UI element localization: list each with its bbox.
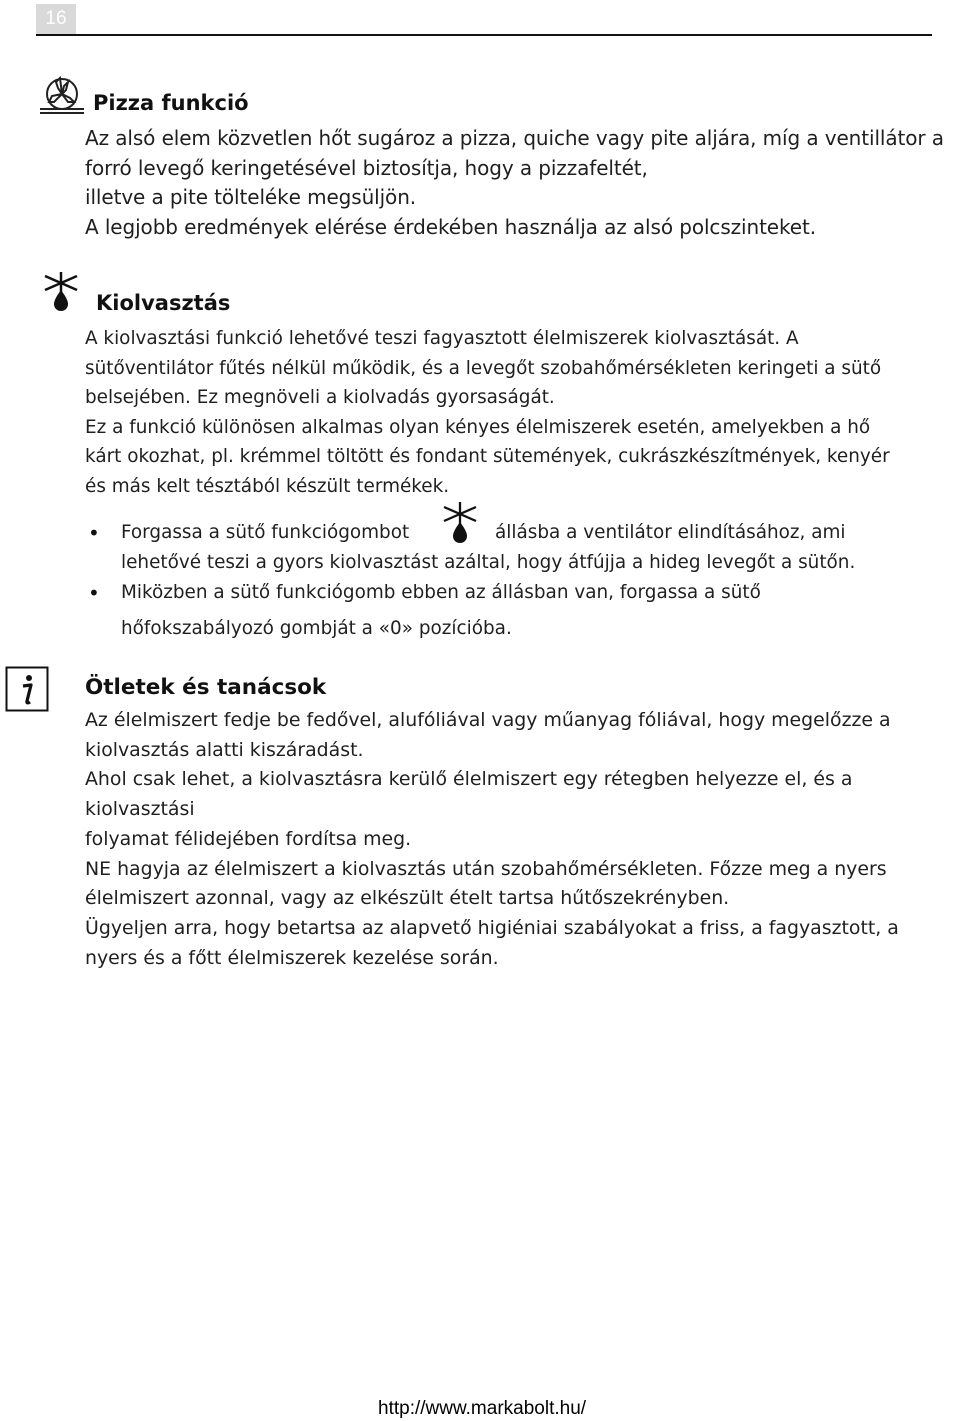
tips-line: kiolvasztás alatti kiszáradást. <box>85 738 364 761</box>
pizza-line: Az alsó elem közvetlen hőt sugároz a pizza, quiche vagy pite aljára, míg a ventillátor a <box>85 126 944 150</box>
defrost-title: Kiolvasztás <box>96 291 231 315</box>
info-icon <box>5 666 49 712</box>
defrost-line: Ez a funkció különösen alkalmas olyan kényes élelmiszerek esetén, amelyekben a hő <box>85 416 871 438</box>
defrost-line: sütőventilátor fűtés nélkül működik, és a levegőt szobahőmérsékleten keringeti a sütő <box>85 357 882 379</box>
page-number: 16 <box>36 4 76 34</box>
tips-line: élelmiszert azonnal, vagy az elkészült ételt tartsa hűtőszekrényben. <box>85 887 730 910</box>
tips-text <box>85 706 945 973</box>
bullet1-text-a: Forgassa a sütő funkciógombot <box>121 522 410 543</box>
tips-line: nyers és a főtt élelmiszerek kezelése során. <box>85 946 499 969</box>
footer-url[interactable]: http://www.markabolt.hu/ <box>378 1398 587 1419</box>
defrost-line: és más kelt tésztából készült termékek. <box>85 475 450 497</box>
pizza-line: A legjobb eredmények elérése érdekében használja az alsó polcszinteket. <box>85 214 816 239</box>
tips-line: Az élelmiszert fedje be fedővel, alufóliával vagy műanyag fóliával, hogy megelőzze a <box>85 709 891 731</box>
defrost-icon <box>441 500 479 544</box>
defrost-line: A kiolvasztási funkció lehetővé teszi fagyasztott élelmiszerek kiolvasztását. A <box>85 328 799 349</box>
bullet2-text-a: Miközben a sütő funkciógomb ebben az állásban van, forgassa a sütő <box>121 582 761 603</box>
bullet-marker: • <box>88 581 100 605</box>
pizza-fan-icon <box>36 72 88 116</box>
pizza-line: illetve a pite töltelékе megsüljön. <box>85 185 417 209</box>
pizza-text <box>85 124 945 242</box>
tips-line: Ahol csak lehet, a kiolvasztásra kerülő élelmiszert egy rétegben helyezze el, és a kiolvasztási <box>85 768 853 821</box>
tips-line: folyamat félidejében fordítsa meg. <box>85 827 412 850</box>
defrost-icon <box>41 270 81 312</box>
header-rule <box>36 34 932 36</box>
defrost-text <box>85 324 945 502</box>
pizza-title: Pizza funkció <box>93 91 249 115</box>
pizza-line: forró levegő keringetésével biztosítja, hogy a pizzafeltét, <box>85 155 648 180</box>
defrost-line: belsejében. Ez megnöveli a kiolvadás gyorsaságát. <box>85 387 555 409</box>
tips-line: Ügyeljen arra, hogy betartsa az alapvető higiéniai szabályokat a friss, a fagyasztott, a <box>85 916 899 939</box>
tips-title: Ötletek és tanácsok <box>85 675 327 700</box>
bullet1-text-c: lehetővé teszi a gyors kiolvasztást azáltal, hogy átfújja a hideg levegőt a sütőn. <box>121 552 856 573</box>
defrost-line: kárt okozhat, pl. krémmel töltött és fondant sütemények, cukrászkészítmények, kenyér <box>85 446 890 468</box>
tips-line: NE hagyja az élelmiszert a kiolvasztás után szobahőmérsékleten. Főzze meg a nyers <box>85 857 887 880</box>
bullet1-text-b: állásba a ventilátor elindításához, ami <box>495 522 846 543</box>
bullet2-text-b: hőfokszabályozó gombját a «0» pozícióba. <box>121 618 512 639</box>
bullet-marker: • <box>88 521 100 545</box>
